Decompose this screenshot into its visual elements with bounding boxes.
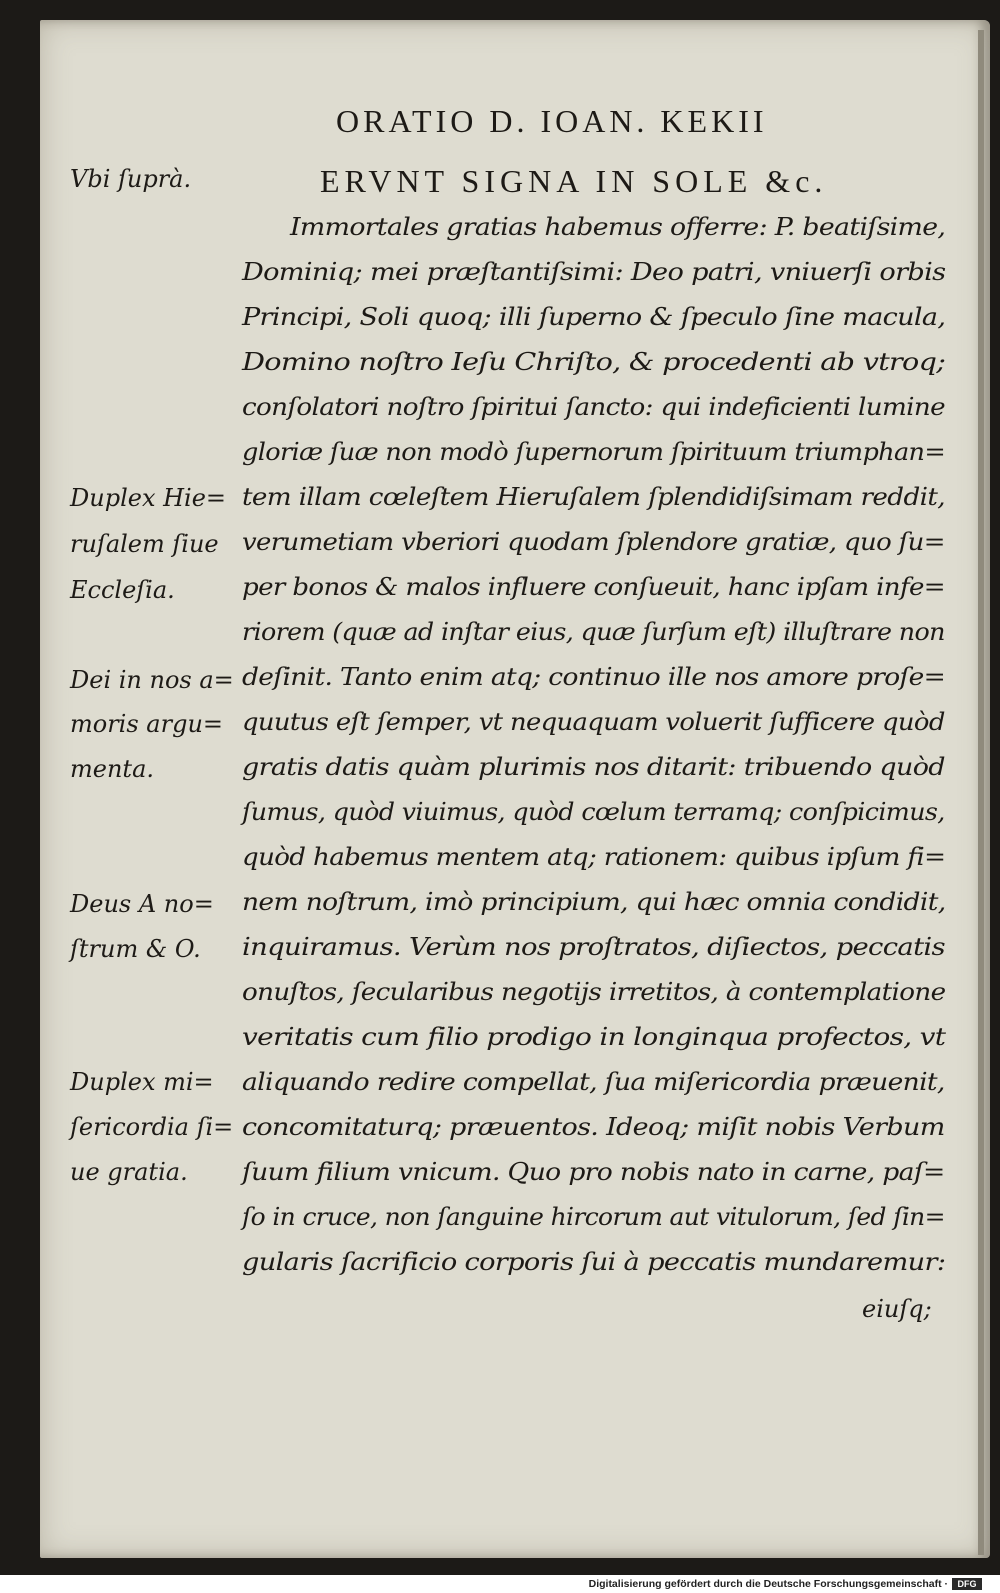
margin-note: Dei in nos a= — [70, 666, 234, 694]
body-line: riorem (quæ ad inſtar eius, quæ ſurſum eſt) illuſtrare non — [242, 617, 945, 646]
body-line: ſuum filium vnicum. Quo pro nobis nato in carne, paſ= — [242, 1157, 945, 1186]
book-page — [40, 20, 990, 1558]
body-line: nem noſtrum, imò principium, qui hæc omnia condidit, — [242, 887, 946, 916]
page-edge — [978, 30, 984, 1555]
margin-note: Eccleſia. — [70, 576, 175, 604]
margin-note: menta. — [70, 755, 154, 783]
body-line: verumetiam vberiori quodam ſplendore gratiæ, quo ſu= — [242, 527, 945, 556]
body-line: quòd habemus mentem atq; rationem: quibus ipſum fi= — [242, 842, 946, 871]
funding-credit: Digitalisierung gefördert durch die Deutsche Forschungsgemeinschaft · — [588, 1578, 948, 1590]
body-line: gratis datis quàm plurimis nos ditarit: tribuendo quòd — [242, 752, 945, 781]
body-line: inquiramus. Verùm nos proſtratos, diſiectos, peccatis — [242, 932, 945, 961]
margin-note: moris argu= — [70, 710, 224, 738]
body-line: Immortales gratias habemus offerre: P. beatiſsime, — [290, 212, 946, 241]
margin-note: ſtrum & O. — [70, 935, 201, 963]
margin-note: ruſalem ſiue — [70, 530, 219, 558]
margin-note: ue gratia. — [70, 1158, 188, 1186]
body-line: veritatis cum filio prodigo in longinqua profectos, vt — [242, 1022, 946, 1051]
body-line: Domino noſtro Ieſu Chriſto, & procedenti ab vtroq; — [242, 347, 946, 376]
body-line: per bonos & malos influere conſueuit, hanc ipſam infe= — [242, 572, 946, 601]
margin-note: Deus A no= — [70, 890, 214, 918]
margin-note: ſericordia ſi= — [70, 1113, 234, 1141]
margin-note: Vbi ſuprà. — [70, 165, 192, 193]
body-line: Principi, Soli quoq; illi ſuperno & ſpeculo ſine macula, — [242, 302, 946, 331]
body-line: ſumus, quòd viuimus, quòd cœlum terramq; conſpicimus, — [242, 797, 945, 826]
body-line: deſinit. Tanto enim atq; continuo ille nos amore proſe= — [242, 662, 946, 691]
body-line: ſo in cruce, non ſanguine hircorum aut vitulorum, ſed ſin= — [242, 1202, 945, 1231]
body-line: onuſtos, ſecularibus negotijs irretitos, à contemplatione — [242, 977, 946, 1006]
body-line: tem illam cœleſtem Hieruſalem ſplendidiſsimam reddit, — [242, 482, 945, 511]
section-title: ERVNT SIGNA IN SOLE &c. — [320, 163, 828, 199]
running-head: ORATIO D. IOAN. KEKII — [336, 103, 768, 139]
dfg-logo: DFG — [952, 1578, 982, 1590]
body-line: gularis ſacrificio corporis ſui à peccatis mundaremur: — [242, 1247, 946, 1276]
body-line: conſolatori noſtro ſpiritui ſancto: qui indeficienti lumine — [242, 392, 945, 421]
body-line: gloriæ ſuæ non modò ſupernorum ſpirituum triumphan= — [242, 437, 946, 466]
margin-note: Duplex Hie= — [70, 484, 227, 512]
body-line: quutus eſt ſemper, vt nequaquam voluerit ſufficere quòd — [242, 707, 945, 736]
body-line: concomitaturq; præuentos. Ideoq; miſit nobis Verbum — [242, 1112, 945, 1141]
margin-note: Duplex mi= — [70, 1068, 214, 1096]
body-line: aliquando redire compellat, ſua miſericordia præuenit, — [242, 1067, 945, 1096]
body-line: Dominiq; mei præſtantiſsimi: Deo patri, vniuerſi orbis — [242, 257, 946, 286]
catchword: eiuſq; — [862, 1295, 932, 1323]
